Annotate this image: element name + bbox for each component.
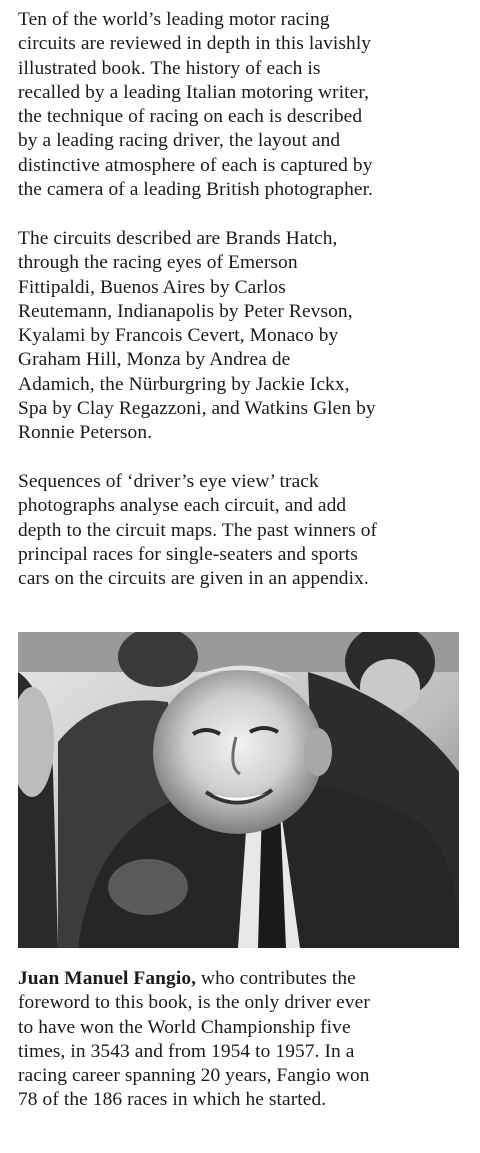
portrait-photo-icon: [18, 632, 459, 948]
caption-text: who contributes the foreword to this book, is the only driver ever to have won the World Championship five times, in 3543 and from 1954 to 1957. In a racing career spanning 20 years, Fangio won 78 of the 186 races in which he started.: [18, 968, 370, 1111]
intro-paragraph: Ten of the world’s leading motor racing circuits are reviewed in depth in this lavishly illustrated book. The history of each is recalled by a leading Italian motoring writer, the technique of racing on each is described by a leading racing driver, the layout and distinctive atmosphere of each is captured by the camera of a leading British photographer.: [18, 9, 374, 201]
fangio-photo: [18, 632, 459, 948]
sequences-paragraph: Sequences of ‘driver’s eye view’ track photographs analyse each circuit, and add depth to the circuit maps. The past winners of principal races for single-seaters and sports cars on the circuits are given in an appendix.: [18, 471, 378, 590]
circuits-paragraph: The circuits described are Brands Hatch, through the racing eyes of Emerson Fittipaldi, Buenos Aires by Carlos Reutemann, Indianapolis by Peter Revson, Kyalami by Francois Cevert, Monaco by Graham Hill, Monza by Andrea de Adamich, the Nürburgring by Jackie Ickx, Spa by Clay Regazzoni, and Watkins Glen by Ronnie Peterson.: [18, 228, 376, 444]
caption-name: Juan Manuel Fangio,: [18, 968, 197, 989]
photo-caption: [18, 967, 468, 1113]
